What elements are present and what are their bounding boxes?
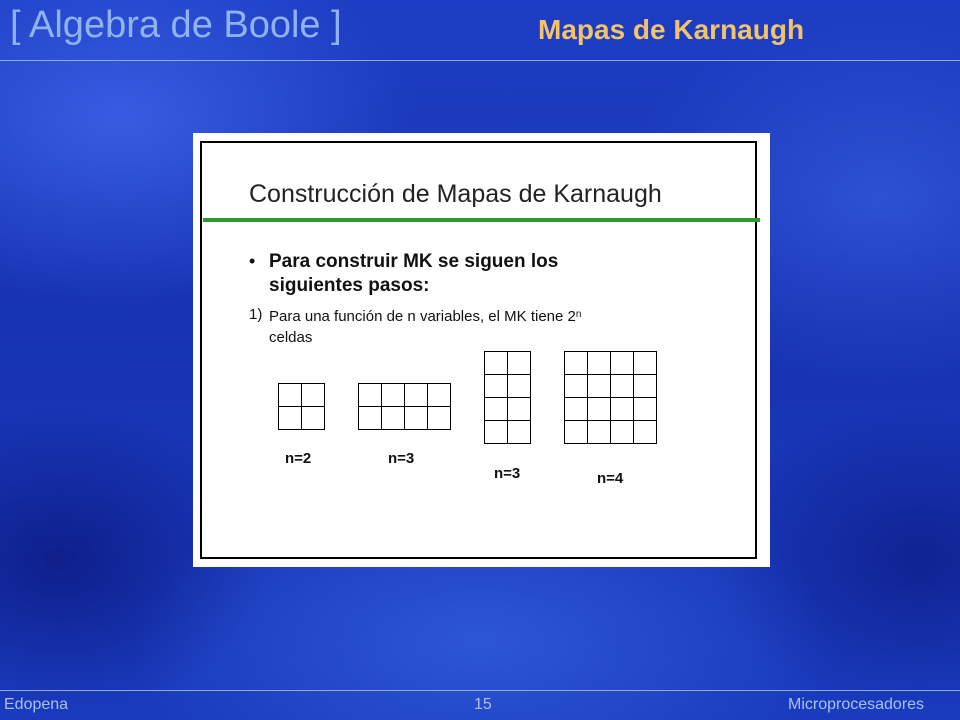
map-cell (611, 421, 634, 444)
map-cell (508, 352, 531, 375)
map-cell (508, 375, 531, 398)
step-text (269, 306, 689, 348)
map-cell (359, 384, 382, 407)
map-cell (428, 384, 451, 407)
map-cell (405, 384, 428, 407)
embedded-slide-border (200, 141, 757, 559)
bottom-divider (0, 690, 960, 691)
map-cell (359, 407, 382, 430)
map-cell (588, 398, 611, 421)
title-underline (203, 218, 760, 222)
map-cell (302, 384, 325, 407)
map-cell (382, 384, 405, 407)
map-label: n=4 (597, 470, 624, 487)
footer-page-number: 15 (474, 696, 492, 713)
map-cell (588, 375, 611, 398)
map-cell (611, 398, 634, 421)
map-cell (485, 352, 508, 375)
map-cell (485, 375, 508, 398)
header-title: [ Algebra de Boole ] (10, 4, 342, 46)
map-label: n=3 (494, 465, 521, 482)
map-cell (508, 421, 531, 444)
top-divider (0, 60, 960, 61)
map-cell (302, 407, 325, 430)
bullet-text: Para construir MK se siguen los siguientes pasos: (269, 251, 559, 296)
step-number: 1) (249, 306, 263, 323)
karnaugh-map-2x2 (278, 383, 325, 430)
header-subtitle: Mapas de Karnaugh (538, 14, 805, 45)
map-cell (565, 421, 588, 444)
footer-left: Edopena (4, 696, 69, 713)
map-label: n=3 (388, 450, 415, 467)
embedded-slide (193, 133, 770, 567)
footer-right: Microprocesadores (788, 696, 925, 713)
map-cell (485, 398, 508, 421)
map-cell (634, 398, 657, 421)
map-cell (428, 407, 451, 430)
map-cell (588, 421, 611, 444)
map-cell (565, 375, 588, 398)
map-cell (588, 352, 611, 375)
map-cell (634, 375, 657, 398)
map-cell (611, 352, 634, 375)
map-cell (611, 375, 634, 398)
step-text-end: celdas (269, 329, 313, 346)
map-label: n=2 (285, 450, 312, 467)
slide-title: Construcción de Mapas de Karnaugh (249, 180, 662, 208)
map-cell (279, 384, 302, 407)
map-cell (565, 352, 588, 375)
map-cell (634, 352, 657, 375)
map-cell (279, 407, 302, 430)
map-cell (485, 421, 508, 444)
map-cell (382, 407, 405, 430)
map-cell (634, 421, 657, 444)
karnaugh-map-4x2 (484, 351, 531, 444)
step-text-main: Para una función de n variables, el MK tiene 2 (269, 308, 576, 325)
map-cell (565, 398, 588, 421)
step-exponent: n (575, 309, 582, 320)
karnaugh-map-4x4 (564, 351, 657, 444)
map-cell (405, 407, 428, 430)
map-cell (508, 398, 531, 421)
karnaugh-map-2x4 (358, 383, 451, 430)
bullet-dot-icon: • (249, 251, 256, 271)
